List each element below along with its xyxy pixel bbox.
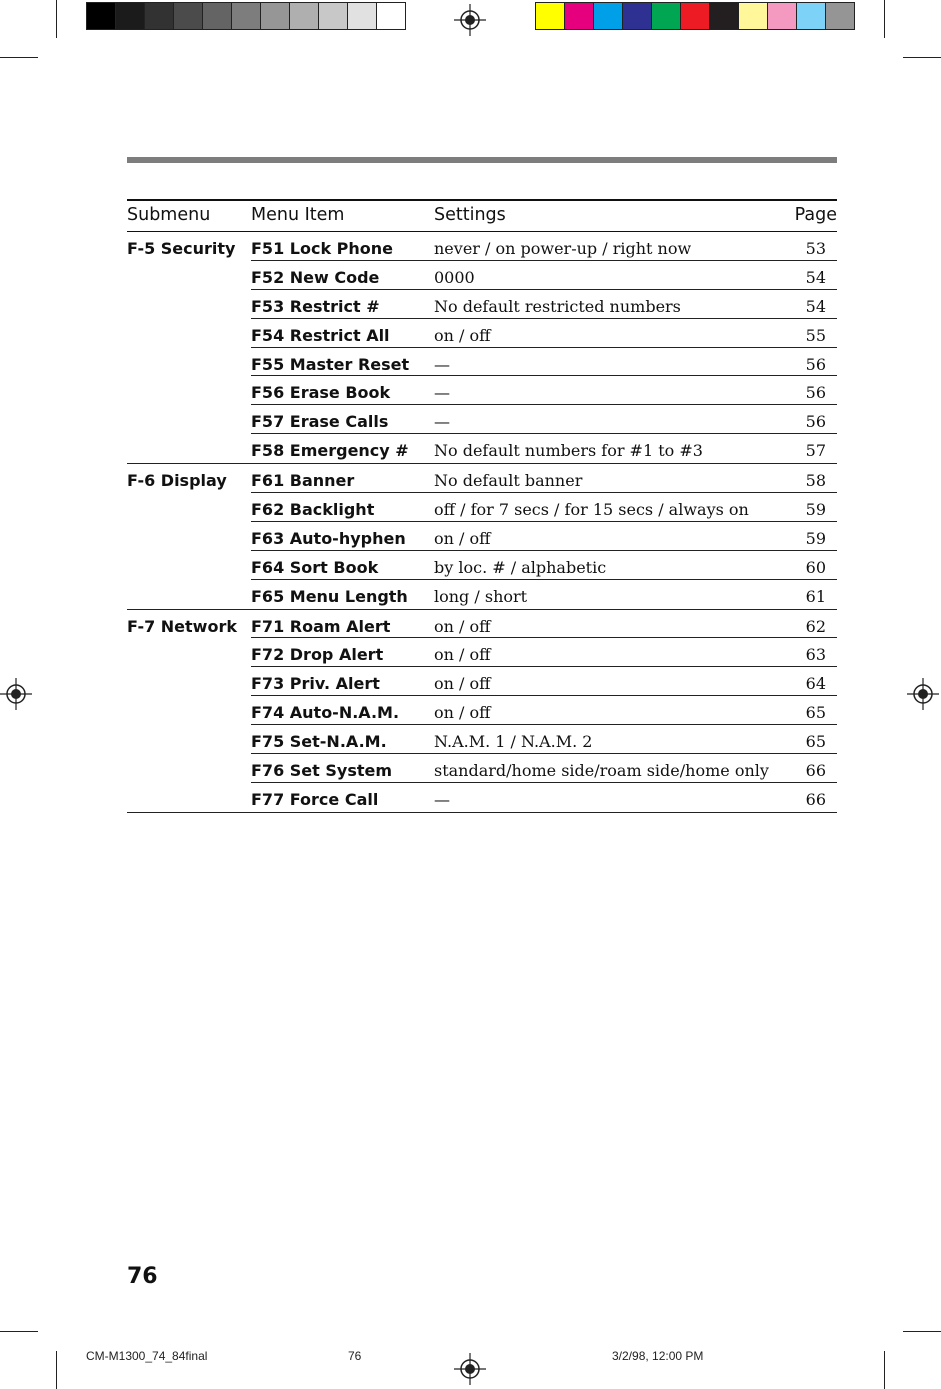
row-page: 64 <box>805 674 826 694</box>
row-page: 55 <box>805 325 826 345</box>
row-menu-item: F53 Restrict # <box>251 296 380 316</box>
table-row <box>127 290 837 319</box>
row-menu-item: F58 Emergency # <box>251 441 409 461</box>
row-page: 56 <box>805 383 826 403</box>
row-setting: on / off <box>434 616 491 636</box>
table-row <box>127 232 837 261</box>
row-submenu: F-6 Display <box>127 471 227 491</box>
color-swatch <box>652 3 681 29</box>
table-row <box>127 464 837 493</box>
color-swatch <box>232 3 261 29</box>
row-page: 58 <box>805 471 826 491</box>
row-page: 54 <box>805 267 826 287</box>
table-header <box>127 199 837 232</box>
row-submenu: F-7 Network <box>127 616 237 636</box>
table-row <box>127 725 837 754</box>
color-swatch <box>87 3 116 29</box>
row-menu-item: F64 Sort Book <box>251 557 379 577</box>
row-menu-item: F63 Auto-hyphen <box>251 528 406 548</box>
registration-mark-icon <box>454 1353 486 1385</box>
row-setting: standard/home side/roam side/home only <box>434 761 769 781</box>
row-setting: — <box>434 354 450 374</box>
row-page: 66 <box>805 789 826 809</box>
color-swatch <box>145 3 174 29</box>
row-menu-item: F77 Force Call <box>251 789 379 809</box>
color-swatch <box>261 3 290 29</box>
color-swatch <box>377 3 405 29</box>
color-swatch <box>681 3 710 29</box>
row-setting: long / short <box>434 586 528 606</box>
color-swatch <box>623 3 652 29</box>
table-row <box>127 348 837 377</box>
table-row <box>127 551 837 580</box>
registration-mark-icon <box>907 678 939 710</box>
color-swatch <box>710 3 739 29</box>
row-page: 63 <box>805 645 826 665</box>
color-swatch <box>826 3 854 29</box>
crop-mark <box>56 1351 57 1389</box>
table-body <box>127 232 837 813</box>
table-row <box>127 319 837 348</box>
color-swatch <box>594 3 623 29</box>
row-menu-item: F74 Auto-N.A.M. <box>251 703 400 723</box>
color-swatch <box>348 3 377 29</box>
color-swatch <box>536 3 565 29</box>
row-menu-item: F65 Menu Length <box>251 586 408 606</box>
grayscale-color-bar <box>86 2 406 30</box>
row-page: 61 <box>805 586 826 606</box>
row-setting: on / off <box>434 528 491 548</box>
row-menu-item: F62 Backlight <box>251 500 375 520</box>
color-swatch <box>797 3 826 29</box>
crop-mark <box>56 0 57 38</box>
crop-mark <box>0 1331 38 1332</box>
row-setting: on / off <box>434 645 491 665</box>
row-menu-item: F61 Banner <box>251 471 355 491</box>
row-menu-item: F72 Drop Alert <box>251 645 384 665</box>
header-submenu: Submenu <box>127 205 211 225</box>
color-swatch <box>565 3 594 29</box>
row-page: 59 <box>805 528 826 548</box>
row-setting: on / off <box>434 703 491 723</box>
table-row <box>127 405 837 434</box>
color-swatch <box>174 3 203 29</box>
row-setting: on / off <box>434 325 491 345</box>
color-swatch <box>319 3 348 29</box>
header-rule <box>127 157 837 163</box>
table-row <box>127 783 837 813</box>
row-setting: — <box>434 383 450 403</box>
crop-mark <box>0 57 38 58</box>
row-menu-item: F71 Roam Alert <box>251 616 391 636</box>
row-menu-item: F75 Set-N.A.M. <box>251 732 387 752</box>
header-settings: Settings <box>434 205 506 225</box>
table-row <box>127 493 837 522</box>
process-color-bar <box>535 2 855 30</box>
row-menu-item: F51 Lock Phone <box>251 239 393 258</box>
color-swatch <box>290 3 319 29</box>
page-number: 76 <box>127 1264 158 1289</box>
color-swatch <box>739 3 768 29</box>
row-setting: No default numbers for #1 to #3 <box>434 441 703 461</box>
row-setting: off / for 7 secs / for 15 secs / always on <box>434 500 749 520</box>
row-menu-item: F76 Set System <box>251 761 393 781</box>
color-swatch <box>768 3 797 29</box>
slug-page: 76 <box>348 1349 362 1363</box>
row-page: 56 <box>805 354 826 374</box>
crop-mark <box>903 1331 941 1332</box>
row-submenu: F-5 Security <box>127 239 236 258</box>
table-row <box>127 522 837 551</box>
row-menu-item: F54 Restrict All <box>251 325 390 345</box>
row-setting: No default restricted numbers <box>434 296 681 316</box>
header-page: Page <box>794 205 837 225</box>
row-menu-item: F55 Master Reset <box>251 354 410 374</box>
row-page: 62 <box>805 616 826 636</box>
crop-mark <box>884 1351 885 1389</box>
row-setting: N.A.M. 1 / N.A.M. 2 <box>434 732 593 752</box>
table-row <box>127 261 837 290</box>
row-menu-item: F56 Erase Book <box>251 383 391 403</box>
row-menu-item: F57 Erase Calls <box>251 412 389 432</box>
row-page: 53 <box>805 239 826 258</box>
table-row <box>127 696 837 725</box>
row-setting: never / on power-up / right now <box>434 239 692 258</box>
row-page: 66 <box>805 761 826 781</box>
slug-filename: CM-M1300_74_84final <box>86 1349 208 1363</box>
row-menu-item: F52 New Code <box>251 267 380 287</box>
row-setting: by loc. # / alphabetic <box>434 557 607 577</box>
row-page: 65 <box>805 703 826 723</box>
crop-mark <box>903 57 941 58</box>
row-setting: — <box>434 789 450 809</box>
row-page: 56 <box>805 412 826 432</box>
header-menu-item: Menu Item <box>251 205 345 225</box>
row-page: 59 <box>805 500 826 520</box>
row-setting: — <box>434 412 450 432</box>
row-setting: on / off <box>434 674 491 694</box>
table-row <box>127 754 837 783</box>
table-row <box>127 580 837 610</box>
row-page: 57 <box>805 441 826 461</box>
slug-date: 3/2/98, 12:00 PM <box>612 1349 704 1363</box>
registration-mark-icon <box>454 4 486 36</box>
row-setting: No default banner <box>434 471 583 491</box>
table-row <box>127 610 837 639</box>
row-page: 65 <box>805 732 826 752</box>
color-swatch <box>203 3 232 29</box>
row-page: 60 <box>805 557 826 577</box>
table-row <box>127 667 837 696</box>
table-row <box>127 434 837 464</box>
table-row <box>127 638 837 667</box>
table-row <box>127 376 837 405</box>
menu-settings-table <box>127 199 837 813</box>
row-setting: 0000 <box>434 267 475 287</box>
row-menu-item: F73 Priv. Alert <box>251 674 380 694</box>
color-swatch <box>116 3 145 29</box>
row-page: 54 <box>805 296 826 316</box>
crop-mark <box>884 0 885 38</box>
registration-mark-icon <box>0 678 32 710</box>
